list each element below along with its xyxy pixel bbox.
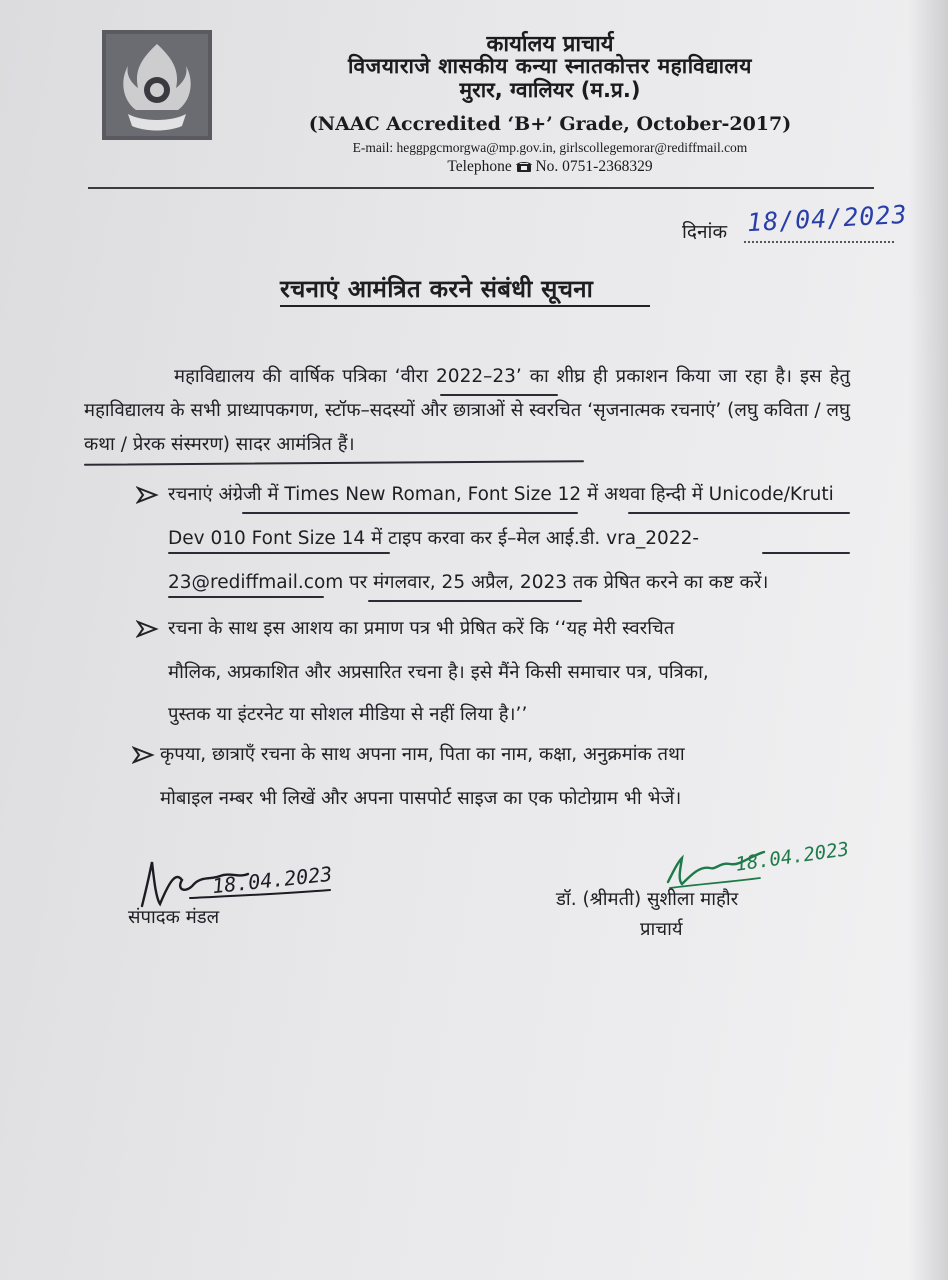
naac-grade: (NAAC Accredited ‘B+’ Grade, October-2017) — [308, 113, 792, 135]
telephone-label: Telephone — [447, 158, 512, 175]
office-heading: कार्यालय प्राचार्य — [486, 32, 614, 57]
bullet-1-line-2: Dev 010 Font Size 14 में टाइप करवा कर ई–मेल आई.डी. vra_2022- — [168, 528, 700, 549]
principal-designation: प्राचार्य — [640, 919, 683, 940]
college-name: विजयाराजे शासकीय कन्या स्नातकोत्तर महाविद्यालय — [348, 54, 752, 78]
editor-handwritten-date: 18.04.2023 — [211, 861, 334, 899]
notice-title: रचनाएं आमंत्रित करने संबंधी सूचना — [280, 275, 594, 303]
bullet-2-line-2: मौलिक, अप्रकाशित और अप्रसारित रचना है। इसे मैंने किसी समाचार पत्र, पत्रिका, — [168, 662, 709, 683]
telephone-icon — [516, 161, 532, 172]
handwritten-date: 18/04/2023 — [746, 199, 909, 238]
bullet-1-line-3: 23@rediffmail.com पर मंगलवार, 25 अप्रैल, 2023 तक प्रेषित करने का कष्ट करें। — [168, 572, 769, 593]
pen-underline — [242, 512, 578, 514]
date-label: दिनांक — [682, 221, 728, 243]
telephone-line — [230, 158, 870, 176]
paper-edge-shadow — [908, 0, 948, 1280]
editorial-board-label: संपादक मंडल — [128, 907, 220, 928]
title-underline — [280, 305, 650, 307]
pen-underline — [762, 552, 850, 554]
pen-underline — [168, 552, 390, 554]
bullet-2-line-1: रचना के साथ इस आशय का प्रमाण पत्र भी प्रेषित करें कि ‘‘यह मेरी स्वरचित — [168, 618, 675, 639]
bullet-1-line-1: रचनाएं अंग्रेजी में Times New Roman, Font Size 12 में अथवा हिन्दी में Unicode/Kruti — [168, 484, 834, 505]
header-divider — [88, 187, 874, 189]
college-emblem-icon — [102, 30, 212, 140]
intro-paragraph: महाविद्यालय की वार्षिक पत्रिका ‘वीरा 2022–23’ का शीघ्र ही प्रकाशन किया जा रहा है। इस हेतु महाविद्यालय के सभी प्राध्यापकगण, स्टॉफ–सदस्यों और छात्राओं से स्वरचित ‘सृजनात्मक रचनाएं’ (लघु कविता / लघु कथा / प्रेरक संस्मरण) सादर आमंत्रित हैं। — [84, 366, 850, 455]
pen-underline — [628, 512, 850, 514]
arrow-bullet-icon — [136, 486, 160, 504]
arrow-bullet-icon — [136, 620, 160, 638]
principal-handwritten-date: 18.04.2023 — [734, 838, 851, 876]
pen-underline — [368, 600, 582, 602]
bullet-3-line-1: कृपया, छात्राएँ रचना के साथ अपना नाम, पिता का नाम, कक्षा, अनुक्रमांक तथा — [160, 744, 685, 765]
date-dotted-line — [744, 241, 894, 243]
bullet-3-line-2: मोबाइल नम्बर भी लिखें और अपना पासपोर्ट साइज का एक फोटोग्राम भी भेजें। — [160, 788, 682, 809]
telephone-number: No. 0751-2368329 — [535, 158, 653, 175]
college-address: मुरार, ग्वालियर (म.प्र.) — [459, 78, 641, 102]
arrow-bullet-icon — [132, 746, 156, 764]
bullet-2-line-3: पुस्तक या इंटरनेट या सोशल मीडिया से नहीं लिया है।’’ — [168, 704, 528, 725]
email-line: E-mail: heggpgcmorgwa@mp.gov.in, girlscollegemorar@rediffmail.com — [352, 140, 748, 155]
pen-underline — [168, 596, 324, 598]
principal-name: डॉ. (श्रीमती) सुशीला माहौर — [556, 889, 739, 910]
pen-underline — [440, 394, 558, 396]
